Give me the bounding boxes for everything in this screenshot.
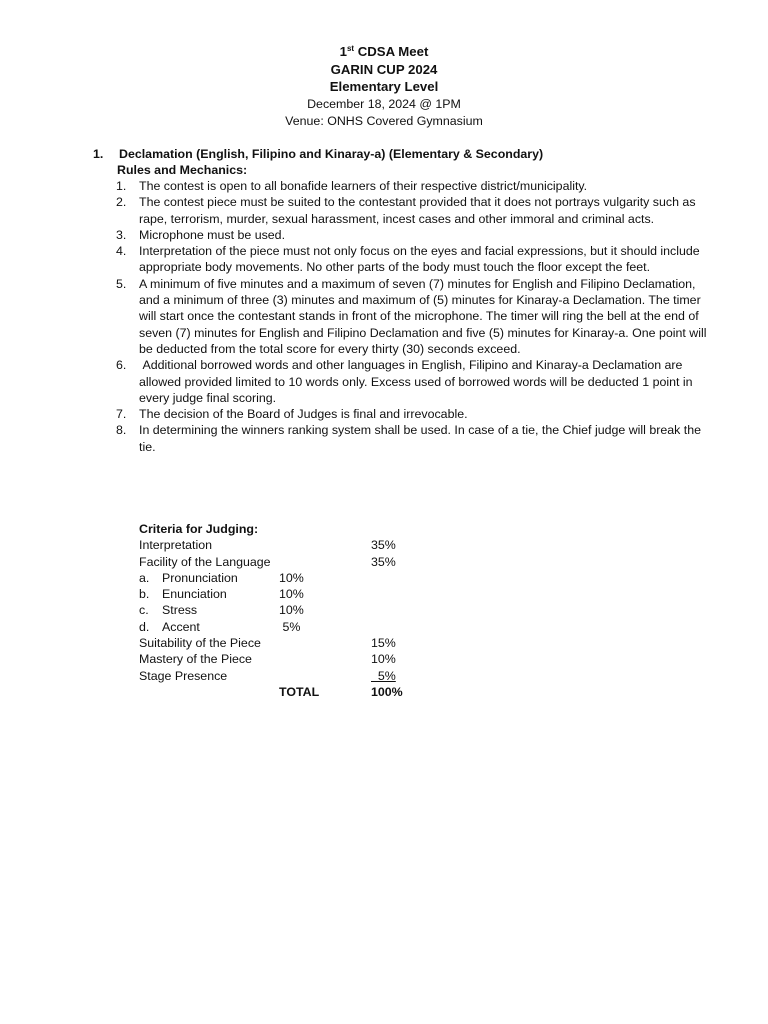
rule-item: [116, 357, 716, 406]
criteria-label: Interpretation: [139, 538, 213, 553]
criteria-row-interpretation: [139, 537, 459, 553]
document-header: [0, 43, 768, 131]
rule-text: Interpretation of the piece must not only focus on the eyes and facial expressions, but it should include appropriate body movements. No other parts of the body must touch the floor except the feet.: [139, 244, 700, 275]
cup-title: GARIN CUP 2024: [330, 61, 438, 77]
rule-item: [116, 276, 716, 357]
criteria-value: 15%: [371, 636, 396, 651]
criteria-value: 35%: [371, 554, 396, 569]
criteria-sub-value: 10%: [279, 570, 304, 585]
criteria-subrow-pronunciation: [139, 570, 459, 586]
criteria-sub-mark: d.: [139, 619, 150, 634]
rule-item: [116, 406, 716, 422]
criteria-sub-label: Stress: [162, 603, 198, 618]
criteria-subrow-enunciation: [139, 586, 459, 602]
event-date: December 18, 2024 @ 1PM: [307, 96, 461, 111]
rule-number: 7.: [116, 407, 127, 422]
criteria-label: Suitability of the Piece: [139, 636, 261, 651]
rules-list: [116, 178, 716, 455]
criteria-row-stage-presence: [139, 668, 459, 684]
criteria-label: Mastery of the Piece: [139, 652, 252, 667]
criteria-sub-value: 10%: [279, 587, 304, 602]
criteria-total-value: 100%: [371, 684, 403, 699]
rule-text: A minimum of five minutes and a maximum of seven (7) minutes for English and Filipino Declamation, and a minimum of three (3) minutes and maximum of (5) minutes for Kinaray-a Declamation. The timer will start once the contestant stands in front of the microphone. The timer will ring the bell at the end of seven (7) minutes for English and Filipino Declamation and five (5) minutes for Kinaray-a. One point will be deducted from the total score for every thirty (30) seconds exceed.: [139, 276, 707, 356]
criteria-table: [139, 521, 459, 700]
rule-text: Additional borrowed words and other languages in English, Filipino and Kinaray-a Declamation are allowed provided limited to 10 words only. Excess used of borrowed words will be deducted 1 point in every judge final scoring.: [139, 358, 696, 405]
criteria-sub-label: Accent: [162, 619, 200, 634]
criteria-heading-text: Criteria for Judging:: [139, 522, 259, 536]
level-title: Elementary Level: [329, 79, 439, 94]
criteria-row-suitability: [139, 635, 459, 651]
section-title: [93, 146, 733, 163]
rule-text: In determining the winners ranking system shall be used. In case of a tie, the Chief judge will break the tie.: [139, 423, 702, 454]
rule-text: The decision of the Board of Judges is final and irrevocable.: [139, 407, 468, 422]
event-venue: Venue: ONHS Covered Gymnasium: [285, 114, 483, 128]
criteria-value: 10%: [371, 652, 396, 667]
criteria-sub-value: 5%: [279, 619, 301, 634]
criteria-sub-mark: c.: [139, 603, 149, 618]
criteria-value: 35%: [371, 538, 396, 553]
criteria-sub-label: Enunciation: [162, 587, 227, 602]
rule-item: [116, 178, 716, 194]
criteria-label: Stage Presence: [139, 668, 228, 683]
rule-text: Microphone must be used.: [139, 227, 286, 242]
rule-number: 8.: [116, 423, 127, 438]
criteria-row-facility: [139, 554, 459, 570]
meet-ordinal-number: 1: [339, 44, 347, 59]
rule-number: 2.: [116, 195, 127, 210]
rule-item: [116, 194, 716, 227]
rule-number: 3.: [116, 227, 127, 242]
criteria-heading: [139, 521, 459, 537]
criteria-value: 5%: [371, 668, 396, 683]
meet-ordinal-suffix: st: [346, 44, 355, 53]
rule-item: [116, 422, 716, 455]
rule-text: The contest piece must be suited to the contestant provided that it does not portrays vulgarity such as rape, terrorism, murder, sexual harassment, incest cases and other immoral and criminal acts.: [139, 195, 696, 226]
criteria-row-total: [139, 684, 459, 700]
criteria-sub-label: Pronunciation: [162, 570, 238, 585]
section-title-text: Declamation (English, Filipino and Kinaray-a) (Elementary & Secondary): [119, 147, 544, 161]
rules-heading: Rules and Mechanics:: [117, 163, 248, 177]
criteria-label: Facility of the Language: [139, 554, 271, 569]
rule-text: The contest is open to all bonafide learners of their respective district/municipality.: [139, 179, 588, 193]
criteria-sub-value: 10%: [279, 603, 304, 618]
rule-item: [116, 243, 716, 276]
rule-item: [116, 227, 716, 243]
rule-number: 1.: [116, 179, 127, 193]
criteria-subrow-accent: [139, 619, 459, 635]
meet-title: [0, 43, 768, 61]
section-number: 1.: [93, 147, 104, 161]
rule-number: 5.: [116, 276, 127, 291]
criteria-total-label: TOTAL: [279, 684, 320, 699]
rule-number: 4.: [116, 244, 127, 259]
criteria-subrow-stress: [139, 602, 459, 618]
meet-name: CDSA Meet: [354, 44, 429, 59]
criteria-sub-mark: b.: [139, 587, 150, 602]
criteria-row-mastery: [139, 651, 459, 667]
rule-number: 6.: [116, 358, 127, 373]
criteria-sub-mark: a.: [139, 570, 150, 585]
